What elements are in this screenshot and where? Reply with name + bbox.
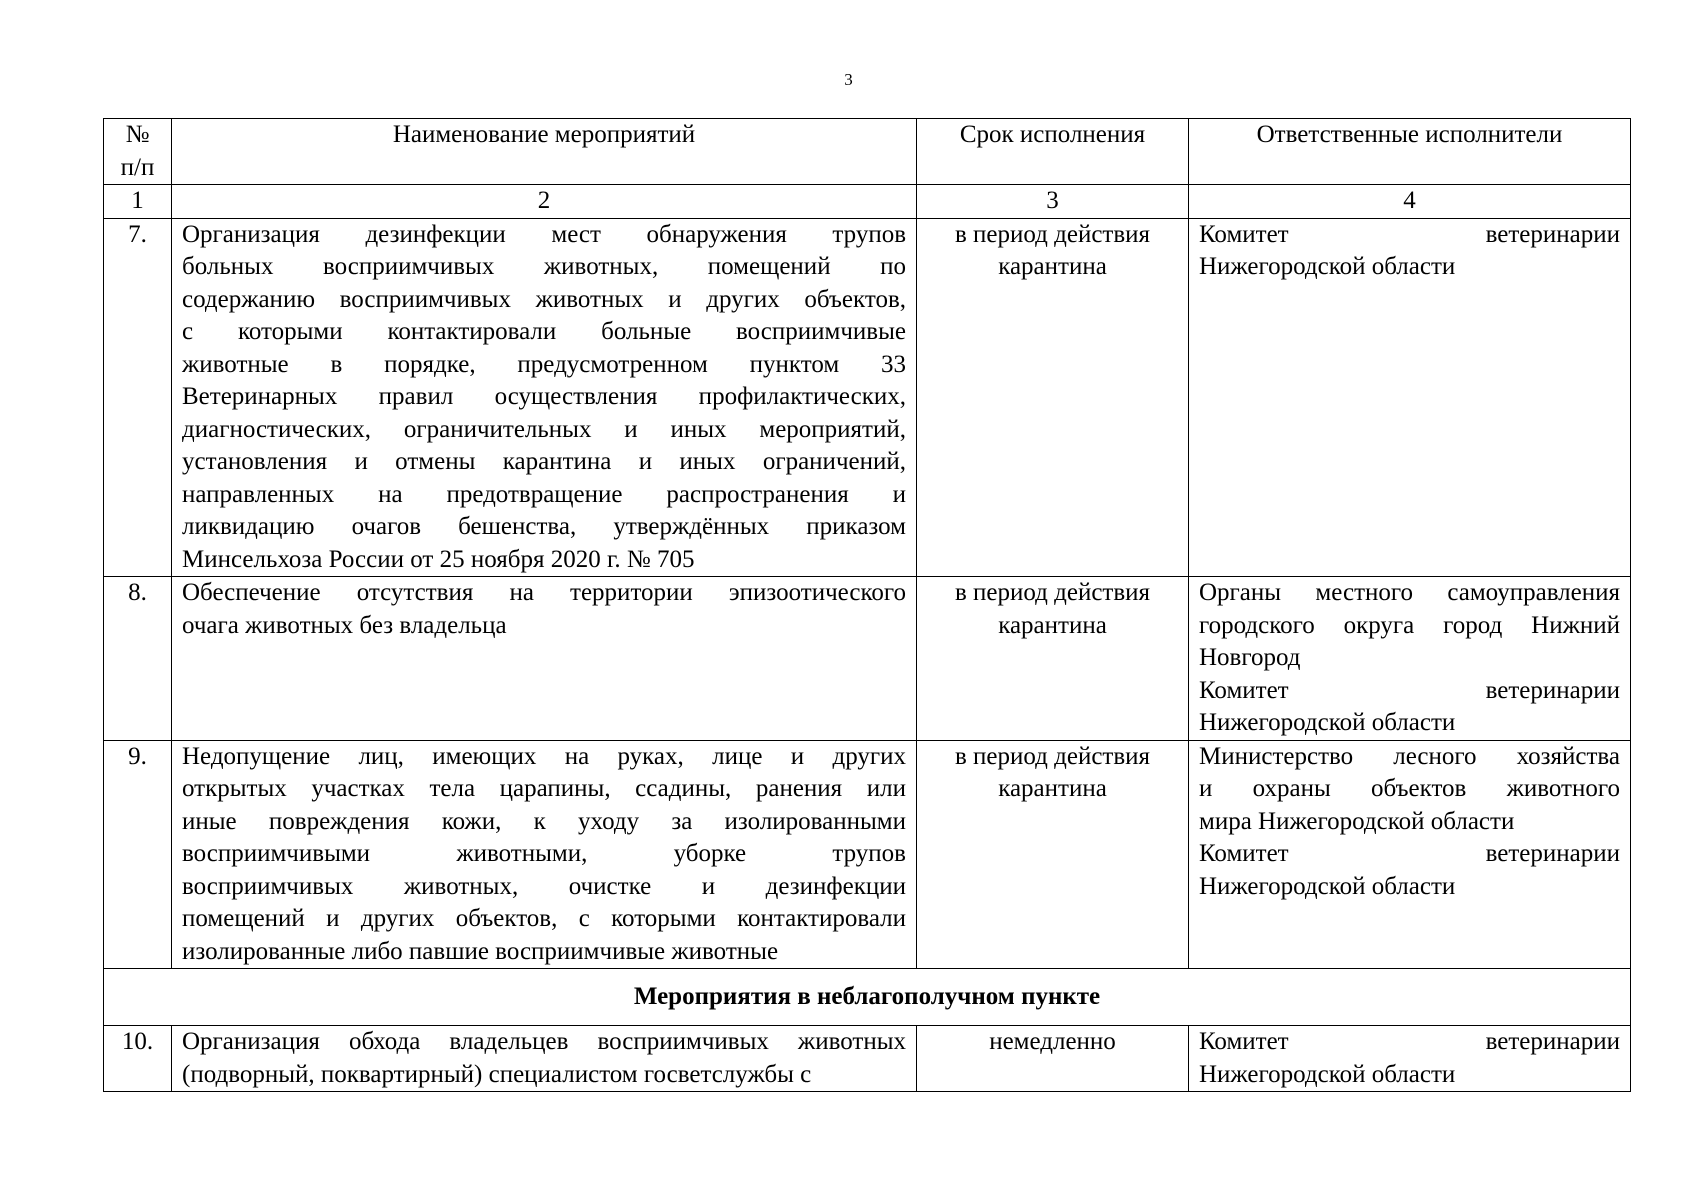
measure-responsible [1189, 577, 1631, 741]
header-number-line: п/п [120, 153, 155, 181]
measure-name-line: помещений и других объектов, с которыми контактировали [182, 905, 906, 932]
measure-name-line: ликвидацию очагов бешенства, утверждённых приказом [182, 513, 906, 540]
responsible-line: Органы местного самоуправления [1199, 579, 1620, 606]
measure-name-line: восприимчивыми животными, уборке трупов [182, 840, 906, 867]
index-cell: 3 [917, 185, 1189, 219]
measure-term-line: немедленно [989, 1028, 1116, 1055]
measure-name-line: направленных на предотвращение распространения и [182, 480, 906, 508]
measures-table [103, 118, 1631, 1092]
measure-name-line: диагностических, ограничительных и иных мероприятий, [182, 415, 906, 443]
header-responsible: Ответственные исполнители [1189, 119, 1631, 185]
row-number: 9. [104, 740, 172, 969]
measure-name-line: Обеспечение отсутствия на территории эпизоотического [182, 579, 906, 606]
table-header-row [104, 119, 1631, 185]
table-row [104, 218, 1631, 577]
table-row [104, 740, 1631, 969]
measure-term-line: карантина [998, 253, 1107, 280]
responsible-line: Комитет ветеринарии [1199, 1028, 1620, 1055]
responsible-line: Нижегородской области [1199, 872, 1456, 900]
page-number: 3 [844, 70, 853, 89]
responsible-line: Комитет ветеринарии [1199, 220, 1620, 248]
measure-term-line: карантина [998, 775, 1107, 802]
measure-responsible [1189, 218, 1631, 577]
table-row [104, 1026, 1631, 1092]
measure-name-line: (подворный, поквартирный) специалистом госветслужбы с [182, 1060, 812, 1088]
measure-term-line: карантина [998, 611, 1107, 639]
measure-term-line: в период действия [954, 220, 1151, 248]
measure-name [172, 1026, 917, 1092]
measure-name [172, 740, 917, 969]
measure-responsible [1189, 740, 1631, 969]
measure-name-line: очага животных без владельца [182, 611, 507, 639]
row-number: 7. [104, 218, 172, 577]
section-title: Мероприятия в неблагополучном пункте [104, 969, 1631, 1026]
measure-name-line: Ветеринарных правил осуществления профилактических, [182, 383, 906, 410]
index-cell: 2 [172, 185, 917, 219]
responsible-line: Комитет ветеринарии [1199, 676, 1620, 704]
measure-name-line: изолированные либо павшие восприимчивые животные [182, 937, 779, 965]
responsible-line: Комитет ветеринарии [1199, 840, 1620, 867]
responsible-line: Нижегородской области [1199, 709, 1456, 736]
measures-table-body [104, 119, 1631, 1092]
responsible-line: Новгород [1199, 644, 1301, 671]
measure-term [917, 577, 1189, 741]
table-index-row [104, 185, 1631, 219]
measure-name-line: с которыми контактировали больные восприимчивые [182, 318, 906, 345]
section-row [104, 969, 1631, 1026]
header-name: Наименование мероприятий [172, 119, 917, 185]
responsible-line: городского округа город Нижний [1199, 611, 1620, 639]
responsible-line: Нижегородской области [1199, 253, 1456, 280]
measure-responsible [1189, 1026, 1631, 1092]
measure-name [172, 218, 917, 577]
measure-name-line: Организация обхода владельцев восприимчивых животных [182, 1028, 906, 1055]
measure-term [917, 218, 1189, 577]
measure-name-line: установления и отмены карантина и иных ограничений, [182, 448, 906, 475]
index-cell: 1 [104, 185, 172, 219]
row-number: 8. [104, 577, 172, 741]
measure-name-line: Минсельхоза России от 25 ноября 2020 г. № 705 [182, 545, 695, 573]
measure-name-line: больных восприимчивых животных, помещений по [182, 253, 906, 280]
header-number-line: № [125, 121, 150, 148]
table-row [104, 577, 1631, 741]
measure-term-line: в период действия [954, 579, 1151, 606]
measure-name [172, 577, 917, 741]
header-number [104, 119, 172, 185]
responsible-line: и охраны объектов животного [1199, 775, 1620, 802]
measure-term [917, 1026, 1189, 1092]
responsible-line: мира Нижегородской области [1199, 807, 1515, 835]
responsible-line: Министерство лесного хозяйства [1199, 742, 1620, 770]
measure-name-line: Организация дезинфекции мест обнаружения трупов [182, 220, 906, 248]
measure-name-line: иные повреждения кожи, к уходу за изолированными [182, 807, 906, 835]
measure-name-line: восприимчивых животных, очистке и дезинфекции [182, 872, 906, 900]
measure-name-line: открытых участках тела царапины, ссадины, ранения или [182, 775, 906, 802]
measure-name-line: животные в порядке, предусмотренном пунктом 33 [182, 350, 906, 378]
row-number: 10. [104, 1026, 172, 1092]
header-term: Срок исполнения [917, 119, 1189, 185]
measure-term-line: в период действия [954, 742, 1151, 770]
index-cell: 4 [1189, 185, 1631, 219]
measure-term [917, 740, 1189, 969]
measure-name-line: содержанию восприимчивых животных и других объектов, [182, 285, 906, 313]
responsible-line: Нижегородской области [1199, 1060, 1456, 1088]
measure-name-line: Недопущение лиц, имеющих на руках, лице и других [182, 742, 906, 770]
